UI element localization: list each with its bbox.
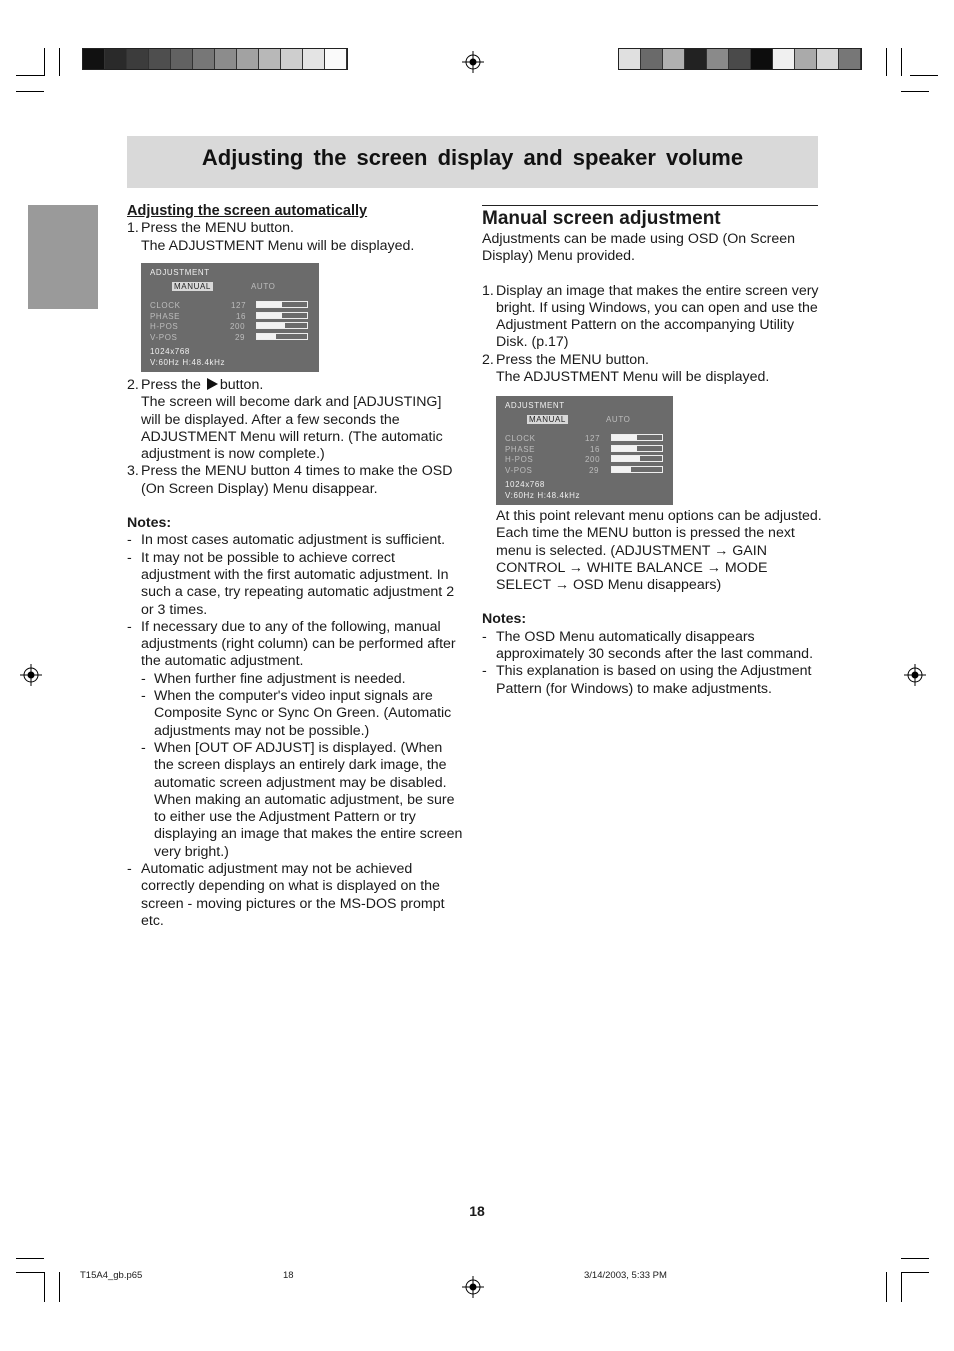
osd-resolution: 1024x768 bbox=[150, 347, 190, 356]
step-text: Press the MENU button. bbox=[496, 351, 649, 368]
crop-mark bbox=[44, 1272, 45, 1302]
osd-row-label: H-POS bbox=[150, 322, 179, 331]
bullet-dash: - bbox=[141, 739, 146, 756]
crop-mark bbox=[16, 1272, 44, 1273]
osd-slider bbox=[256, 301, 308, 308]
osd-tab-manual: MANUAL bbox=[529, 415, 566, 424]
crop-mark bbox=[44, 48, 45, 76]
step-text: Press the MENU button. bbox=[141, 220, 294, 237]
bullet-dash: - bbox=[127, 861, 132, 878]
sub-note-text: When [OUT OF ADJUST] is displayed. (When the screen displays an entirely dark image, the automatic screen adjustment may be disabled. When making an automatic adjustment, be sure to either use the Adjustment Pattern or try displaying an image that makes the entire screen very bright.) bbox=[154, 739, 463, 860]
bullet-dash: - bbox=[127, 549, 132, 566]
osd-slider bbox=[256, 312, 308, 319]
step-number: 2. bbox=[127, 377, 139, 393]
note-item bbox=[482, 629, 822, 664]
right-column-lower bbox=[482, 508, 822, 698]
crop-mark bbox=[901, 1272, 902, 1302]
notes-heading: Notes: bbox=[127, 515, 172, 532]
osd-tab-manual: MANUAL bbox=[174, 282, 211, 291]
section-tab bbox=[28, 205, 98, 309]
registration-mark-icon bbox=[904, 664, 926, 686]
step-text bbox=[141, 377, 465, 394]
osd-row-value: 127 bbox=[585, 434, 601, 443]
crop-mark bbox=[886, 48, 887, 76]
osd-tab-auto: AUTO bbox=[606, 415, 631, 424]
step-1 bbox=[127, 220, 465, 255]
note-text: If necessary due to any of the following, manual adjustments (right column) can be performed after the automatic adjustment. bbox=[141, 618, 456, 670]
step-text: Display an image that makes the entire screen very bright. If using Windows, you can open and use the Adjustment Pattern on the accompanying Utility Disk. (p.17) bbox=[496, 282, 819, 351]
note-text: The OSD Menu automatically disappears approximately 30 seconds after the last command. bbox=[496, 628, 814, 663]
step-1 bbox=[482, 283, 822, 352]
crop-mark bbox=[901, 1272, 929, 1273]
osd-title: ADJUSTMENT bbox=[150, 268, 210, 277]
step-2 bbox=[482, 352, 822, 387]
section-heading-manual: Manual screen adjustment bbox=[482, 208, 721, 229]
step-text: The screen will become dark and [ADJUSTING] will be displayed. After a few seconds the ADJUSTMENT Menu will return. (The automatic adjustment is now complete.) bbox=[141, 394, 443, 463]
note-item bbox=[127, 619, 465, 671]
crop-mark bbox=[59, 48, 60, 76]
crop-mark bbox=[16, 91, 44, 92]
crop-mark bbox=[59, 1272, 60, 1302]
osd-menu-left bbox=[141, 263, 319, 372]
osd-row-value: 16 bbox=[236, 312, 247, 321]
footer-page: 18 bbox=[283, 1270, 294, 1281]
bullet-dash: - bbox=[141, 688, 146, 705]
note-text: Automatic adjustment may not be achieved correctly depending on what is displayed on the screen - moving pictures or the MS-DOS prompt etc. bbox=[141, 861, 445, 929]
osd-row-label: V-POS bbox=[150, 333, 178, 342]
body-text: Each time the MENU button is pressed the next menu is selected. (ADJUSTMENT → GAIN CONTROL → WHITE BALANCE → MODE SELECT → OSD Menu disappears) bbox=[496, 525, 795, 594]
step-2 bbox=[127, 377, 465, 463]
step-2-continued bbox=[482, 508, 822, 594]
bullet-dash: - bbox=[482, 663, 487, 680]
osd-row-label: V-POS bbox=[505, 466, 533, 475]
note-text: It may not be possible to achieve correct adjustment with the first automatic adjustment. In such a case, try repeating automatic adjustment 2 or 3 times. bbox=[141, 549, 455, 618]
crop-mark bbox=[910, 75, 938, 76]
crop-mark bbox=[16, 75, 44, 76]
bullet-dash: - bbox=[127, 532, 132, 549]
osd-row-label: PHASE bbox=[505, 445, 536, 454]
bullet-dash: - bbox=[482, 628, 487, 645]
osd-slider bbox=[611, 445, 663, 452]
title-band bbox=[127, 136, 818, 188]
crop-mark bbox=[901, 91, 929, 92]
crop-mark bbox=[901, 1258, 929, 1259]
left-column bbox=[127, 203, 465, 255]
left-column-lower bbox=[127, 377, 465, 930]
note-text: In most cases automatic adjustment is sufficient. bbox=[141, 532, 446, 549]
osd-slider bbox=[611, 455, 663, 462]
intro-text: Adjustments can be made using OSD (On Screen Display) Menu provided. bbox=[482, 231, 796, 265]
crop-mark bbox=[886, 1272, 887, 1302]
step-text-pre: Press the bbox=[141, 377, 201, 393]
note-item bbox=[127, 532, 465, 549]
osd-row-value: 200 bbox=[585, 455, 601, 464]
osd-menu-right bbox=[496, 396, 673, 505]
osd-row-label: H-POS bbox=[505, 455, 534, 464]
osd-row-value: 29 bbox=[235, 333, 246, 342]
step-number: 1. bbox=[127, 220, 139, 237]
heading-rule bbox=[482, 205, 818, 206]
osd-frequency: V:60Hz H:48.4kHz bbox=[505, 491, 581, 500]
osd-slider bbox=[256, 333, 308, 340]
registration-mark-icon bbox=[462, 1276, 484, 1298]
osd-row-value: 16 bbox=[590, 445, 601, 454]
page-number: 18 bbox=[469, 1203, 485, 1219]
step-text: The ADJUSTMENT Menu will be displayed. bbox=[141, 237, 415, 254]
osd-row-value: 200 bbox=[230, 322, 246, 331]
osd-frequency: V:60Hz H:48.4kHz bbox=[150, 358, 226, 367]
page-title: Adjusting the screen display and speaker volume bbox=[201, 145, 744, 170]
sub-note-item bbox=[127, 740, 465, 861]
sub-note-item bbox=[127, 688, 465, 740]
bullet-dash: - bbox=[141, 670, 146, 687]
section-heading-auto: Adjusting the screen automatically bbox=[127, 203, 368, 219]
crop-mark bbox=[16, 1258, 44, 1259]
sub-note-text: When the computer's video input signals are Composite Sync or Sync On Green. (Automatic adjustments may not be possible.) bbox=[154, 688, 452, 739]
crop-mark bbox=[901, 48, 902, 76]
registration-mark-icon bbox=[462, 51, 484, 73]
step-number: 1. bbox=[482, 282, 494, 299]
osd-row-value: 29 bbox=[589, 466, 600, 475]
notes-heading: Notes: bbox=[482, 611, 527, 628]
note-text: This explanation is based on using the Adjustment Pattern (for Windows) to make adjustments. bbox=[496, 663, 812, 697]
osd-resolution: 1024x768 bbox=[505, 480, 545, 489]
sub-note-item bbox=[127, 671, 465, 688]
note-item bbox=[127, 861, 465, 930]
osd-title: ADJUSTMENT bbox=[505, 401, 565, 410]
osd-slider bbox=[611, 434, 663, 441]
osd-row-label: PHASE bbox=[150, 312, 181, 321]
osd-row-label: CLOCK bbox=[150, 301, 181, 310]
osd-slider bbox=[256, 322, 308, 329]
calibration-bar-left bbox=[82, 48, 348, 70]
step-text-post: button. bbox=[219, 377, 264, 393]
osd-row-label: CLOCK bbox=[505, 434, 536, 443]
registration-mark-icon bbox=[20, 664, 42, 686]
step-text: Press the MENU button 4 times to make the OSD (On Screen Display) Menu disappear. bbox=[141, 463, 453, 497]
osd-slider bbox=[611, 466, 663, 473]
footer-file: T15A4_gb.p65 bbox=[80, 1270, 143, 1281]
step-3 bbox=[127, 463, 465, 498]
note-item bbox=[127, 550, 465, 619]
right-column bbox=[482, 231, 822, 386]
osd-row-value: 127 bbox=[231, 301, 247, 310]
body-text: At this point relevant menu options can be adjusted. bbox=[496, 508, 822, 524]
step-number: 2. bbox=[482, 351, 494, 368]
step-text: The ADJUSTMENT Menu will be displayed. bbox=[496, 369, 770, 386]
sub-note-text: When further fine adjustment is needed. bbox=[154, 670, 406, 687]
note-item bbox=[482, 663, 822, 698]
right-arrow-button-icon bbox=[207, 378, 218, 390]
footer-date: 3/14/2003, 5:33 PM bbox=[584, 1270, 667, 1281]
osd-tab-auto: AUTO bbox=[251, 282, 276, 291]
bullet-dash: - bbox=[127, 618, 132, 635]
step-number: 3. bbox=[127, 463, 139, 480]
calibration-bar-right bbox=[618, 48, 862, 70]
